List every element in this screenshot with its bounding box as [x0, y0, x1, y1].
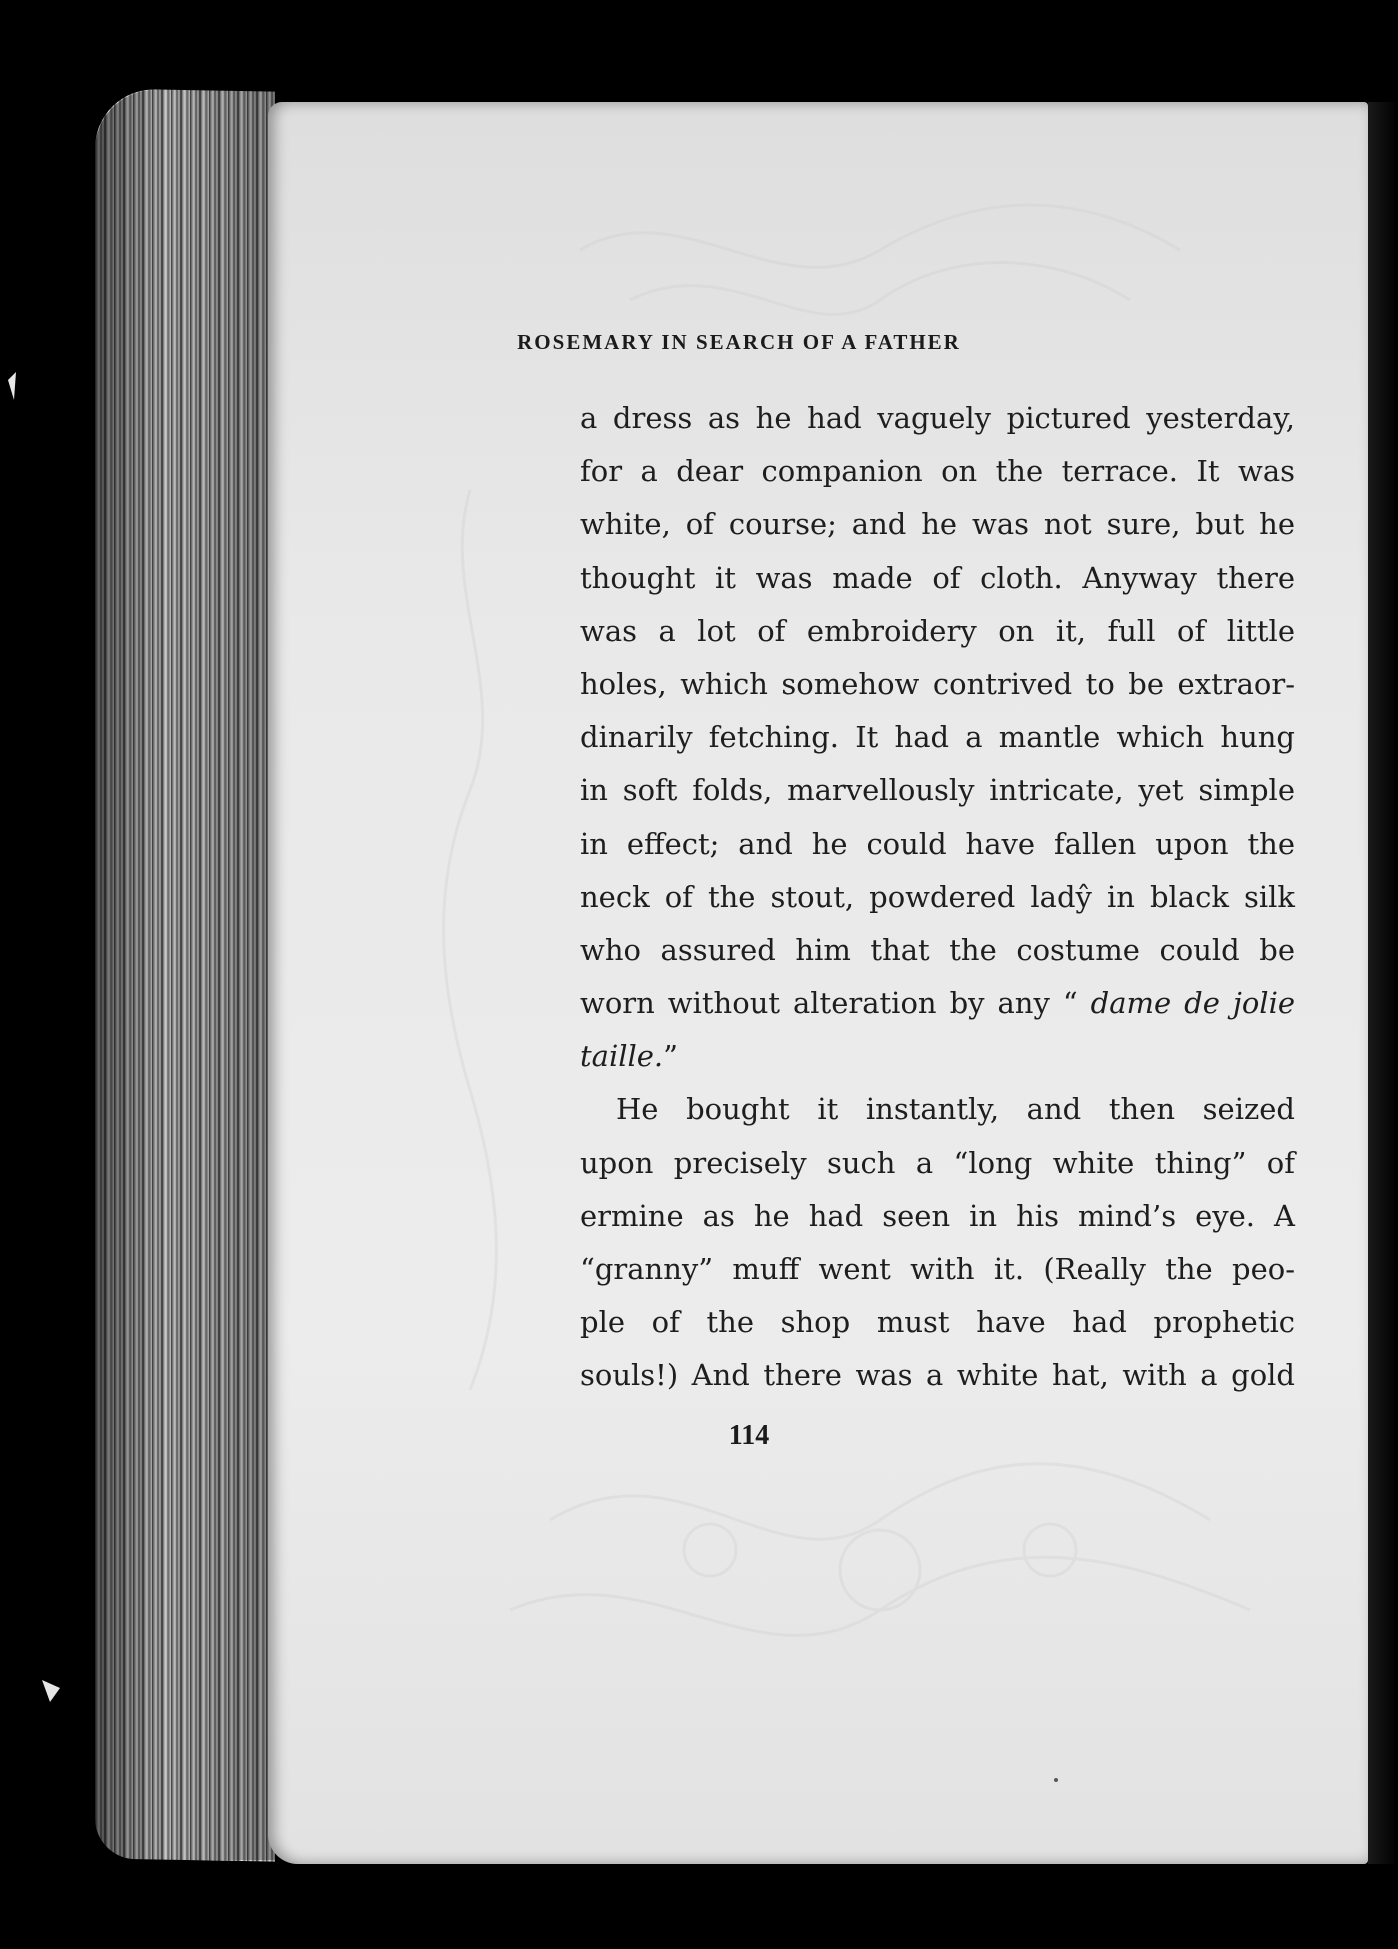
text-segment: ” — [663, 1039, 678, 1074]
text-line: for a dear companion on the terrace. It was — [580, 454, 1295, 489]
text-line: was a lot of embroidery on it, full of little — [580, 613, 1295, 648]
page-edges-shadow — [95, 90, 275, 1860]
text-line: a dress as he had vaguely pictured yesterday, — [580, 401, 1295, 435]
text-line-with-italic — [580, 977, 1295, 1030]
text-line-with-italic — [580, 1030, 1295, 1083]
text-line: souls!) And there was a white hat, with a gold — [580, 1358, 1295, 1393]
text-line: ple of the shop must have had prophetic — [580, 1305, 1295, 1340]
text-line: upon precisely such a “long white thing” of — [580, 1145, 1295, 1180]
text-line: “granny” muff went with it. (Really the peo- — [580, 1252, 1295, 1286]
text-line: dinarily fetching. It had a mantle which hung — [580, 720, 1295, 755]
text-line: holes, which somehow contrived to be extraor- — [580, 666, 1295, 701]
right-gutter-shadow — [1368, 102, 1398, 1864]
italic-phrase: dame de jolie — [1090, 986, 1296, 1021]
text-segment: worn without alteration by any “ — [580, 986, 1091, 1021]
text-line: ermine as he had seen in his mind’s eye. A — [580, 1198, 1295, 1233]
body-text — [580, 392, 1295, 1403]
text-line: in effect; and he could have fallen upon the — [580, 826, 1295, 861]
page-number: 114 — [728, 1420, 770, 1451]
text-line: who assured him that the costume could be — [580, 932, 1295, 967]
text-line: neck of the stout, powdered ladŷ in black silk — [580, 879, 1295, 914]
paragraph-first-line: He bought it instantly, and then seized — [616, 1092, 1295, 1127]
italic-phrase: taille. — [580, 1039, 664, 1074]
text-line: white, of course; and he was not sure, but he — [580, 507, 1295, 542]
running-head: ROSEMARY IN SEARCH OF A FATHER — [517, 330, 961, 354]
text-line: thought it was made of cloth. Anyway there — [580, 560, 1295, 595]
text-line: in soft folds, marvellously intricate, yet simple — [580, 773, 1295, 808]
